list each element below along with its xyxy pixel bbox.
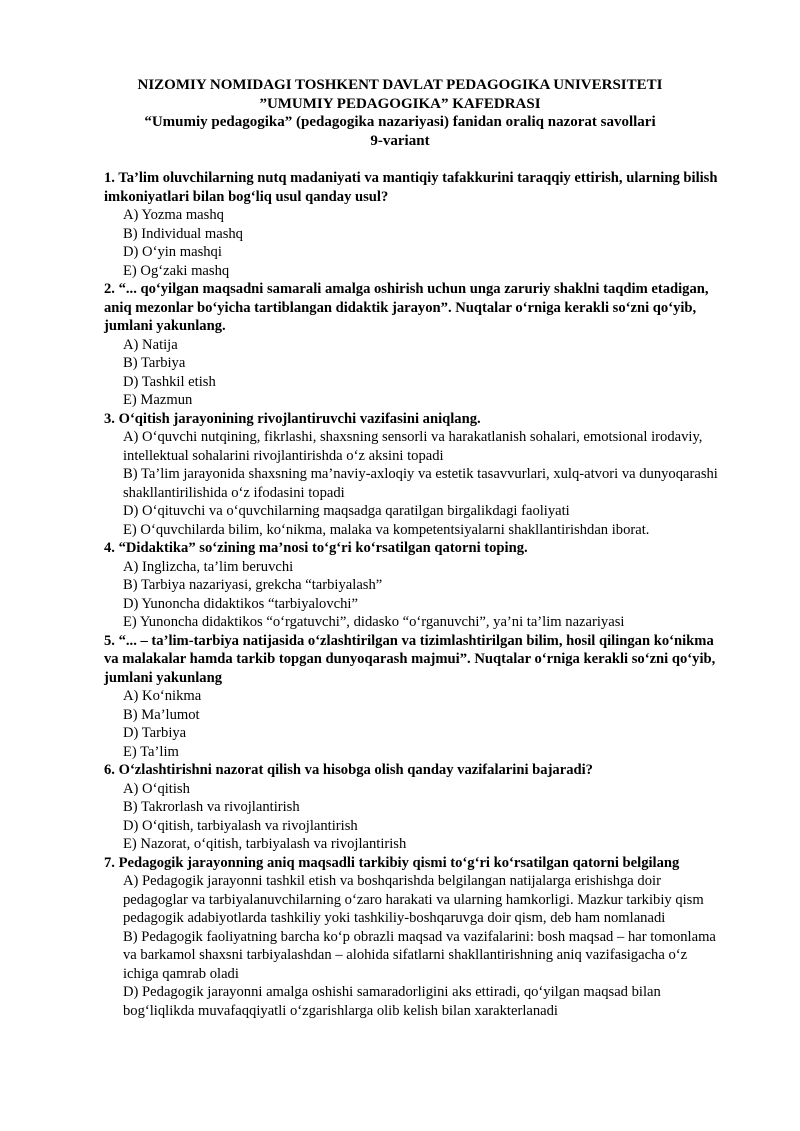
- option-d: D) O‘qitish, tarbiyalash va rivojlantirish: [123, 817, 358, 834]
- university-title: NIZOMIY NOMIDAGI TOSHKENT DAVLAT PEDAGOGIKA UNIVERSITETI: [137, 77, 663, 93]
- option-b: B) Tarbiya nazariyasi, grekcha “tarbiyalash”: [123, 577, 383, 593]
- option-b: B) Pedagogik faoliyatning barcha ko‘p obrazli maqsad va vazifalarini: bosh maqsad – har tomonlama va barkamol shaxsni tarbiyalashdan – alohida sifatlarni shakllantirishning aniq vazifasigacha o‘z ichiga qamrab oladi: [123, 928, 716, 982]
- question-4: [104, 539, 724, 632]
- question-2: [104, 280, 724, 410]
- option-b: B) Individual mashq: [123, 225, 243, 242]
- option-e: E) Yunoncha didaktikos “o‘rgatuvchi”, didasko “o‘rganuvchi”, ya’ni ta’lim nazariyasi: [123, 614, 625, 630]
- variant-label: 9-variant: [370, 132, 430, 149]
- option-e: E) Nazorat, o‘qitish, tarbiyalash va rivojlantirish: [123, 836, 407, 852]
- question-5: [104, 632, 724, 762]
- question-text: 1. Ta’lim oluvchilarning nutq madaniyati va mantiqiy tafakkurini taraqqiy ettirish, ularning bilish imkoniyatlari bilan bog‘liq usul qanday usul?: [104, 170, 718, 205]
- question-7: [104, 854, 724, 1021]
- option-b: B) Tarbiya: [123, 355, 186, 371]
- exam-title: “Umumiy pedagogika” (pedagogika nazariyasi) fanidan oraliq nazorat savollari: [144, 114, 656, 130]
- option-a: A) Ko‘nikma: [123, 688, 202, 704]
- document-header: [0, 76, 800, 150]
- option-a: A) Natija: [123, 336, 178, 353]
- question-3: [104, 410, 724, 540]
- question-text: 7. Pedagogik jarayonning aniq maqsadli tarkibiy qismi to‘g‘ri ko‘rsatilgan qatorni belgilang: [104, 854, 680, 871]
- option-d: D) O‘qituvchi va o‘quvchilarning maqsadga qaratilgan birgalikdagi faoliyati: [123, 503, 570, 519]
- question-list: [104, 169, 724, 1020]
- question-6: [104, 761, 724, 854]
- question-text: 5. “... – ta’lim-tarbiya natijasida o‘zlashtirilgan va tizimlashtirilgan bilim, hosil qilingan ko‘nikma va malakalar hamda tarkib topgan dunyoqarash majmui”. Nuqtalar o‘rniga kerakli so‘zni qo‘yib, jumlani yakunlang: [104, 632, 716, 686]
- question-text: 3. O‘qitish jarayonining rivojlantiruvchi vazifasini aniqlang.: [104, 410, 481, 427]
- option-a: A) Pedagogik jarayonni tashkil etish va boshqarishda belgilangan natijalarga erishishga doir pedagoglar va tarbiyalanuvchilarning o‘zaro harakati va ularning hamkorligi. Mazkur tarkibiy qism pedagogik adabiyotlarda tashkiliy yoki tashkiliy-boshqaruvga doir qism, deb ham nomlanadi: [123, 873, 704, 926]
- option-d: D) Tarbiya: [123, 725, 187, 741]
- option-b: B) Ta’lim jarayonida shaxsning ma’naviy-axloqiy va estetik tasavvurlari, xulq-atvori va dunyoqarashi shakllantirilishida o‘z ifodasini topadi: [123, 466, 718, 501]
- option-d: D) Pedagogik jarayonni amalga oshishi samaradorligini aks ettiradi, qo‘yilgan maqsad bilan bog‘liqlikda muvafaqqiyatli o‘zgarishlarga olib kelish bilan xarakterlanadi: [123, 984, 661, 1019]
- option-a: A) O‘quvchi nutqining, fikrlashi, shaxsning sensorli va harakatlanish sohalari, emotsional irodaviy, intellektual sohalarini rivojlantirishda o‘z aksini topadi: [123, 429, 703, 464]
- option-d: D) O‘yin mashqi: [123, 244, 222, 260]
- option-d: D) Tashkil etish: [123, 373, 216, 390]
- option-b: B) Ma’lumot: [123, 706, 200, 723]
- department-title: ”UMUMIY PEDAGOGIKA” KAFEDRASI: [259, 95, 541, 112]
- option-a: A) Inglizcha, ta’lim beruvchi: [123, 558, 294, 575]
- option-e: E) Mazmun: [123, 392, 193, 408]
- question-1: [104, 169, 724, 280]
- option-a: A) Yozma mashq: [123, 207, 224, 223]
- option-e: E) Ta’lim: [123, 743, 179, 760]
- option-d: D) Yunoncha didaktikos “tarbiyalovchi”: [123, 595, 358, 612]
- question-text: 6. O‘zlashtirishni nazorat qilish va hisobga olish qanday vazifalarini bajaradi?: [104, 762, 593, 778]
- option-a: A) O‘qitish: [123, 780, 190, 797]
- option-e: E) O‘quvchilarda bilim, ko‘nikma, malaka va kompetentsiyalarni shakllantirishdan iborat.: [123, 521, 650, 538]
- question-text: 2. “... qo‘yilgan maqsadni samarali amalga oshirish uchun unga zaruriy shaklni taqdim etadigan, aniq mezonlar bo‘yicha tartiblangan didaktik jarayon”. Nuqtalar o‘rniga kerakli so‘zni qo‘yib, jumlani yakunlang.: [104, 281, 709, 334]
- question-text: 4. “Didaktika” so‘zining ma’nosi to‘g‘ri ko‘rsatilgan qatorni toping.: [104, 540, 528, 556]
- option-e: E) Og‘zaki mashq: [123, 262, 230, 279]
- option-b: B) Takrorlash va rivojlantirish: [123, 799, 300, 815]
